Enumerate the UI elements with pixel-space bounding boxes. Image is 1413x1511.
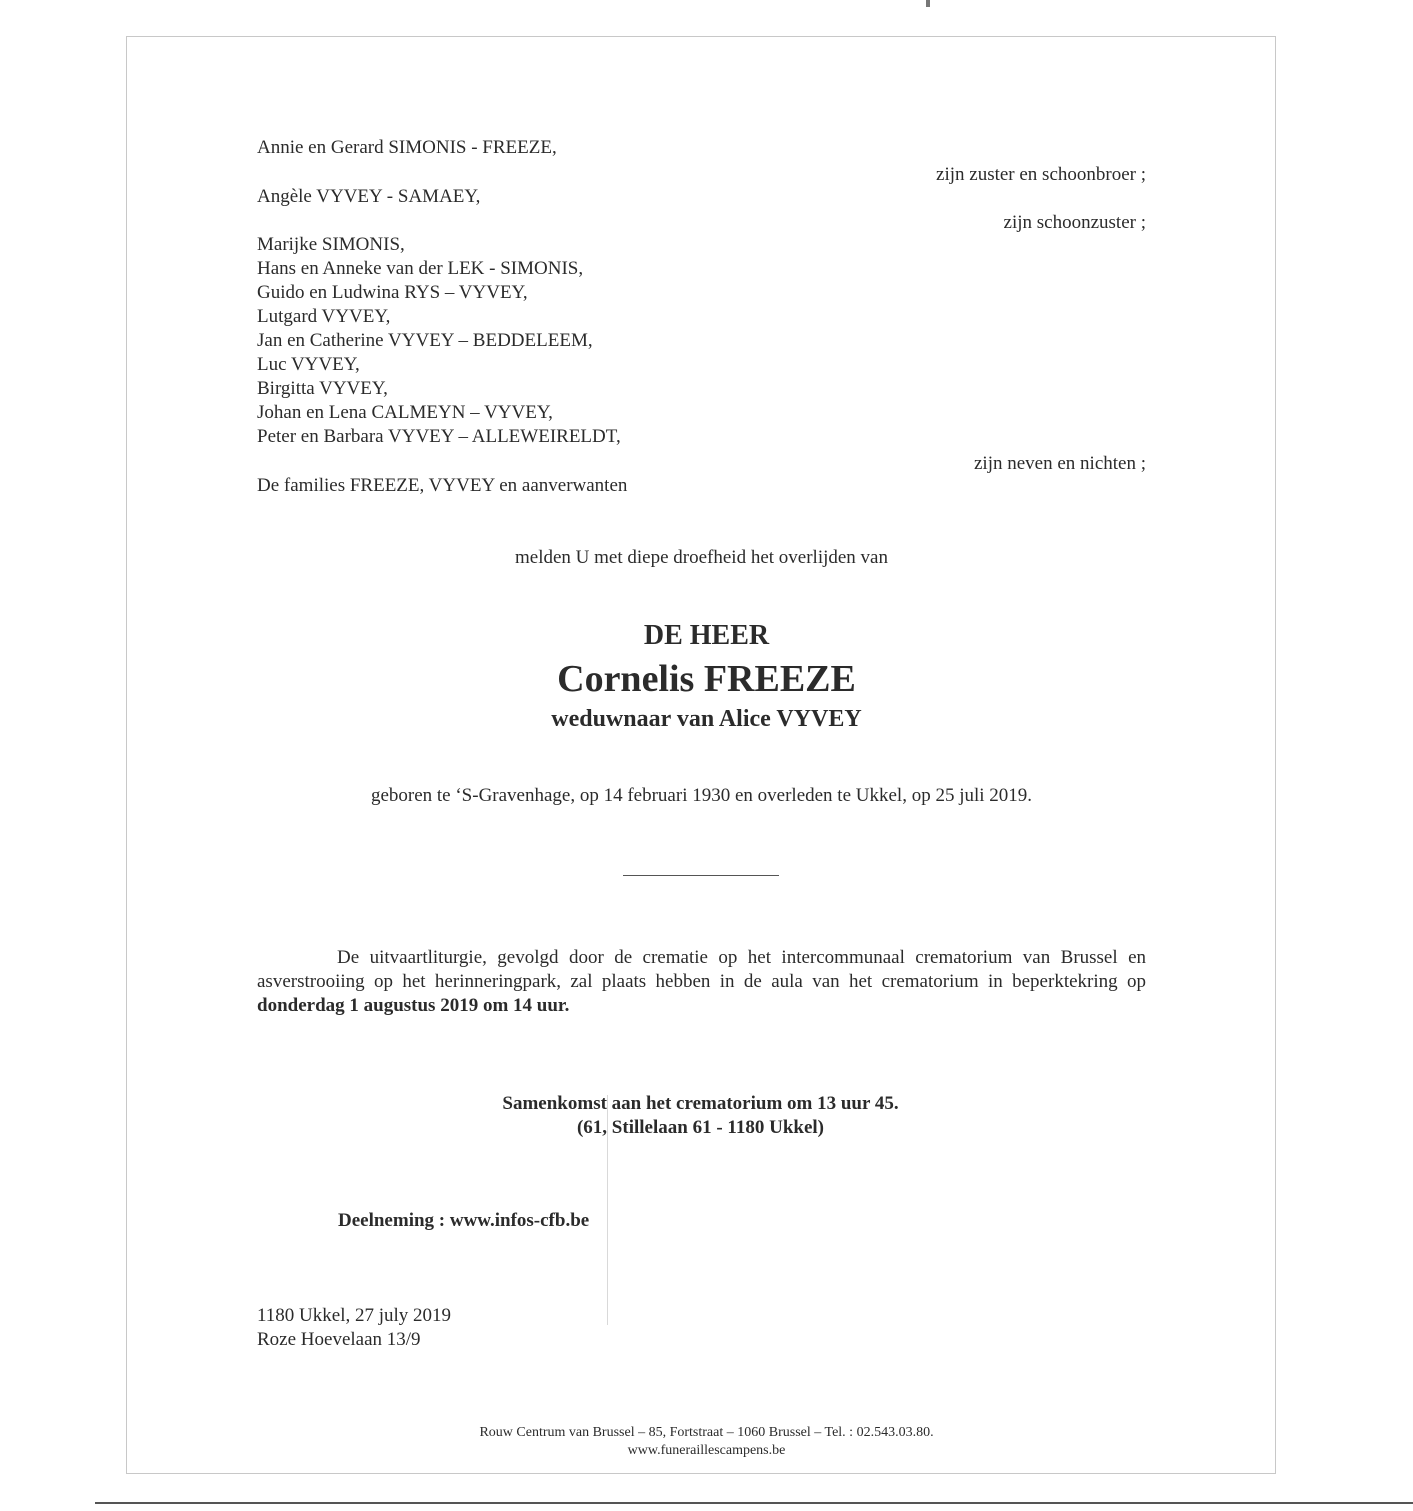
list-item: Birgitta VYVEY, [257,378,388,399]
gathering-address: (61, Stillelaan 61 - 1180 Ukkel) [576,1117,824,1138]
announcement-intro: melden U met diepe droefheid het overlijden van [514,547,888,568]
scan-edge [95,1502,1413,1504]
footer-contact: Rouw Centrum van Brussel – 85, Fortstraat – 1060 Brussel – Tel. : 02.543.03.80. [479,1425,934,1440]
list-item: Peter en Barbara VYVEY – ALLEWEIRELDT, [257,426,621,447]
list-item: Lutgard VYVEY, [257,306,391,327]
deceased-title: DE HEER [643,620,770,651]
family-sister-couple: Annie en Gerard SIMONIS - FREEZE, [257,137,557,158]
family-relatives: De families FREEZE, VYVEY en aanverwanten [257,475,628,496]
divider [623,875,779,876]
list-item: Guido en Ludwina RYS – VYVEY, [257,282,528,303]
list-item: Hans en Anneke van der LEK - SIMONIS, [257,258,584,279]
ceremony-paragraph [257,946,1146,1018]
family-sister-in-law-role: zijn schoonzuster ; [1003,212,1146,233]
sender-place-date: 1180 Ukkel, 27 july 2019 [257,1305,452,1326]
ceremony-date-time: donderdag 1 augustus 2019 om 14 uur. [257,995,570,1016]
deceased-name: Cornelis FREEZE [557,658,856,700]
list-item: Jan en Catherine VYVEY – BEDDELEEM, [257,330,593,351]
birth-death-info: geboren te ‘S-Gravenhage, op 14 februari 1930 en overleden te Ukkel, op 25 juli 2019. [370,785,1033,806]
gathering-time: Samenkomst aan het crematorium om 13 uur 45. [502,1093,899,1114]
footer-website[interactable]: www.funeraillescampens.be [627,1443,786,1458]
family-sister-in-law: Angèle VYVEY - SAMAEY, [257,186,481,207]
family-nephews-role: zijn neven en nichten ; [974,453,1146,474]
list-item: Marijke SIMONIS, [257,234,405,255]
deceased-widower: weduwnaar van Alice VYVEY [551,706,862,732]
list-item: Johan en Lena CALMEYN – VYVEY, [257,402,553,423]
ceremony-text: De uitvaartliturgie, gevolgd door de crematie op het intercommunaal crematorium van Brussel en asverstrooiing op het herinneringpark, zal plaats hebben in de aula van het crematorium in beperktekring op [257,947,1146,992]
scan-mark [926,0,930,7]
family-sister-role: zijn zuster en schoonbroer ; [936,164,1146,185]
sender-address: Roze Hoevelaan 13/9 [257,1329,421,1350]
condolences-link[interactable]: Deelneming : www.infos-cfb.be [338,1210,590,1231]
nephews-list [257,233,621,449]
list-item: Luc VYVEY, [257,354,360,375]
